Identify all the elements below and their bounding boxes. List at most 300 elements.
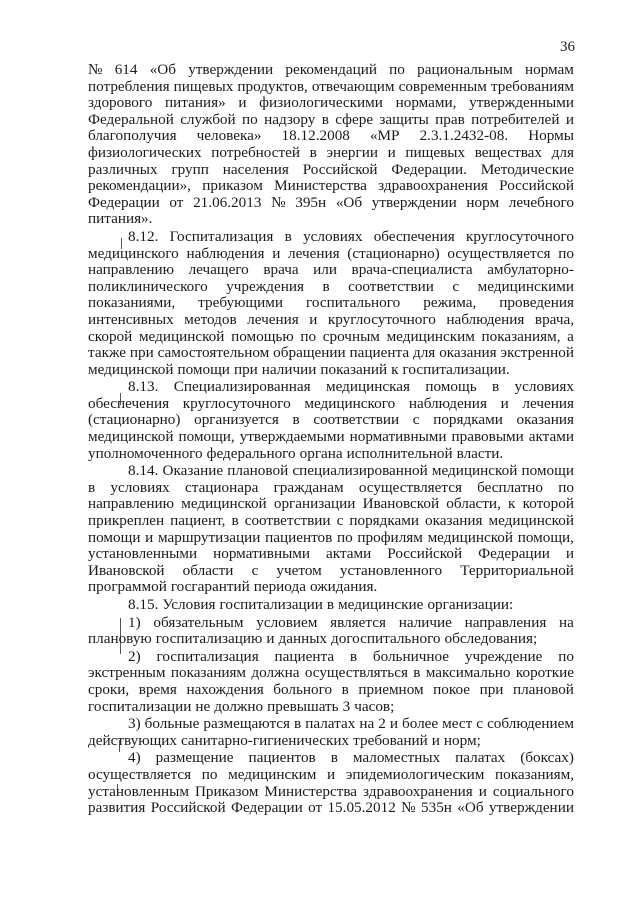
word: по bbox=[558, 244, 574, 262]
word: Приказом bbox=[194, 782, 259, 800]
word: к bbox=[391, 360, 399, 378]
word: Ивановской bbox=[88, 561, 165, 579]
word: соответствии bbox=[348, 277, 434, 295]
word: «Об bbox=[149, 61, 176, 78]
text-line bbox=[88, 716, 574, 733]
word: показаниям bbox=[170, 664, 247, 682]
word: по bbox=[242, 110, 258, 128]
word: врача-специалиста bbox=[351, 261, 473, 279]
word: органа bbox=[299, 444, 343, 462]
word: оказания bbox=[516, 411, 574, 429]
word: утверждении bbox=[488, 799, 574, 817]
word: госгарантий bbox=[170, 578, 250, 596]
word: службой bbox=[180, 110, 236, 128]
word: должно bbox=[214, 697, 264, 715]
word: помощи bbox=[177, 360, 230, 378]
word: требований bbox=[353, 731, 428, 749]
paragraph bbox=[88, 229, 574, 378]
word: 8.14. bbox=[128, 462, 159, 480]
text-line bbox=[88, 396, 574, 413]
paragraph bbox=[88, 597, 574, 614]
word: специализированной bbox=[292, 462, 428, 480]
word: 614 bbox=[114, 61, 138, 78]
word: время bbox=[138, 680, 177, 698]
word: к bbox=[508, 495, 516, 513]
word: в bbox=[294, 715, 302, 733]
word: пациента bbox=[274, 647, 335, 665]
word: направления bbox=[464, 613, 547, 631]
word: в bbox=[88, 478, 96, 496]
word: соблюдением bbox=[487, 715, 574, 733]
word: Российской bbox=[499, 177, 574, 195]
word: плановую bbox=[88, 630, 152, 648]
text-line bbox=[88, 279, 574, 296]
word: области, bbox=[446, 495, 501, 513]
text-line bbox=[88, 178, 574, 195]
word: власти. bbox=[456, 444, 504, 462]
word: максимально bbox=[425, 664, 511, 682]
word: на bbox=[359, 715, 375, 733]
word: потребностей bbox=[211, 143, 301, 161]
word: показаниями, bbox=[88, 294, 176, 312]
word: по bbox=[201, 765, 218, 783]
word: и bbox=[327, 765, 336, 783]
word: актами bbox=[528, 428, 574, 446]
word: обеспечения bbox=[88, 394, 170, 412]
word: Федерации. bbox=[391, 160, 467, 178]
word: палатах bbox=[305, 715, 356, 733]
word: амбулаторно- bbox=[487, 261, 574, 279]
word: в bbox=[413, 664, 421, 682]
word: является bbox=[330, 613, 386, 631]
word: исполнительной bbox=[346, 444, 453, 462]
text-line bbox=[88, 262, 574, 279]
word: плановой bbox=[227, 462, 289, 480]
word: оказания bbox=[425, 512, 483, 530]
word: нормам bbox=[524, 61, 574, 78]
word: догоспитального bbox=[331, 630, 441, 648]
word: благополучия bbox=[88, 127, 177, 145]
word: и bbox=[431, 731, 440, 749]
text-line bbox=[88, 246, 574, 263]
word: поликлинического bbox=[88, 277, 208, 295]
word: Оказание bbox=[162, 462, 224, 480]
text-line bbox=[88, 446, 574, 463]
word: направлению bbox=[88, 261, 175, 279]
word: соответствии bbox=[244, 512, 331, 530]
word: требующими bbox=[198, 294, 283, 312]
word: 15.05.2012 bbox=[327, 799, 396, 817]
word: Российской bbox=[150, 799, 226, 817]
word: рекомендации», bbox=[88, 177, 191, 195]
word: а bbox=[567, 327, 574, 345]
word: Методические bbox=[480, 160, 574, 178]
page-number: 36 bbox=[560, 39, 575, 55]
word: установленного bbox=[339, 561, 443, 579]
text-line bbox=[88, 62, 574, 79]
word: 2 bbox=[378, 715, 386, 733]
word: медицинским bbox=[228, 765, 317, 783]
word: в bbox=[341, 680, 349, 698]
word: в bbox=[292, 411, 300, 429]
word: бесплатно bbox=[477, 478, 543, 496]
word: по bbox=[336, 528, 353, 546]
word: «Об bbox=[457, 799, 484, 817]
word: сроки, bbox=[88, 680, 130, 698]
text-line bbox=[88, 79, 574, 96]
text-line bbox=[88, 162, 574, 179]
word: пациентов bbox=[265, 528, 333, 546]
word: отвечающим bbox=[311, 77, 395, 95]
word: экстренной bbox=[500, 344, 574, 362]
word: физиологическими bbox=[259, 94, 383, 112]
word: нормами, bbox=[395, 94, 457, 112]
word: медицинскими bbox=[477, 277, 574, 295]
word: наличии bbox=[261, 360, 317, 378]
word: обращении bbox=[273, 344, 346, 362]
word: 18.12.2008 bbox=[281, 127, 350, 145]
word: санитарно-гигиенических bbox=[180, 731, 350, 749]
word: покое bbox=[433, 680, 471, 698]
word: Территориальной bbox=[460, 561, 574, 579]
word: медицинской bbox=[181, 495, 267, 513]
word: норм; bbox=[443, 731, 481, 749]
word: гражданам bbox=[273, 478, 344, 496]
word: маломестных bbox=[352, 749, 441, 767]
word: и bbox=[272, 244, 281, 262]
word: больничное bbox=[372, 647, 450, 665]
word: № bbox=[88, 61, 103, 78]
text-line bbox=[88, 145, 574, 162]
word: лечебного bbox=[508, 193, 574, 211]
text-line bbox=[88, 312, 574, 329]
text-line bbox=[88, 750, 574, 767]
word: организации: bbox=[427, 596, 514, 613]
word: 2) bbox=[128, 647, 141, 665]
word: лечения bbox=[522, 394, 574, 412]
paragraph bbox=[88, 379, 574, 462]
word: организуется bbox=[194, 411, 279, 429]
word: порядками bbox=[349, 512, 419, 530]
word: показаний bbox=[320, 360, 388, 378]
text-line bbox=[88, 665, 574, 682]
word: порядками bbox=[433, 411, 503, 429]
text-line bbox=[88, 579, 574, 596]
word: плановой bbox=[512, 680, 574, 698]
word: медицинской bbox=[488, 512, 574, 530]
text-line bbox=[88, 699, 574, 716]
word: мест bbox=[442, 715, 473, 733]
word: обязательным bbox=[153, 613, 244, 631]
word: Федерации bbox=[88, 193, 160, 211]
word: № bbox=[271, 193, 286, 211]
word: с bbox=[412, 411, 420, 429]
word: которой bbox=[522, 495, 574, 513]
word: по bbox=[558, 478, 574, 496]
word: защиты bbox=[379, 110, 429, 128]
word: госпитализации bbox=[219, 596, 323, 613]
text-line bbox=[88, 412, 574, 429]
word: 8.13. bbox=[128, 378, 159, 396]
word: ожидания. bbox=[309, 578, 378, 596]
word: осуществляться bbox=[304, 664, 408, 682]
word: лечащего bbox=[188, 261, 249, 279]
text-line bbox=[88, 295, 574, 312]
word: и bbox=[145, 528, 154, 546]
word: федерального bbox=[206, 444, 296, 462]
word: обеспечения bbox=[373, 227, 455, 245]
word: (боксах) bbox=[520, 749, 574, 767]
word: рекомендаций bbox=[285, 61, 377, 78]
word: нормативными bbox=[349, 428, 447, 446]
word: также bbox=[88, 344, 126, 362]
word: надзору bbox=[264, 110, 316, 128]
text-line bbox=[88, 229, 574, 246]
word: различных bbox=[88, 160, 158, 178]
word: и bbox=[478, 782, 487, 800]
word: помощь bbox=[425, 378, 477, 396]
word: 395н bbox=[295, 193, 327, 211]
word: развития bbox=[88, 799, 146, 817]
text-line bbox=[88, 480, 574, 497]
word: экстренным bbox=[88, 664, 166, 682]
word: соответствии bbox=[313, 411, 400, 429]
word: круглосуточного bbox=[327, 310, 436, 328]
word: прав bbox=[435, 110, 465, 128]
word: осуществляется bbox=[447, 244, 551, 262]
word: госпитализации bbox=[88, 697, 192, 715]
paragraph bbox=[88, 615, 574, 648]
word: методов bbox=[184, 310, 237, 328]
word: эпидемиологическим bbox=[345, 765, 485, 783]
word: и bbox=[565, 545, 574, 563]
text-line bbox=[88, 682, 574, 699]
text-line bbox=[88, 463, 574, 480]
word: больные bbox=[144, 715, 200, 733]
word: 4) bbox=[128, 749, 141, 767]
word: утверждении bbox=[188, 61, 274, 78]
word: рациональным bbox=[417, 61, 513, 78]
word: не bbox=[195, 697, 211, 715]
word: медицинской bbox=[138, 327, 225, 345]
text-line bbox=[88, 95, 574, 112]
word: наблюдения bbox=[408, 394, 487, 412]
word: наблюдения bbox=[446, 310, 525, 328]
text-line bbox=[88, 597, 574, 614]
word: Российской bbox=[302, 160, 378, 178]
word: осуществляется bbox=[358, 478, 462, 496]
word: короткие bbox=[515, 664, 574, 682]
word: (стационарно) bbox=[347, 244, 440, 262]
word: круглосуточного bbox=[182, 394, 291, 412]
word: здравоохранения bbox=[378, 177, 488, 195]
word: социального bbox=[492, 782, 574, 800]
word: показаниям, bbox=[481, 327, 561, 345]
text-line bbox=[88, 563, 574, 580]
word: врача bbox=[263, 261, 299, 279]
word: в bbox=[326, 596, 335, 613]
text-line bbox=[88, 195, 574, 212]
text-line bbox=[88, 329, 574, 346]
word: самостоятельном bbox=[157, 344, 270, 362]
word: с bbox=[336, 512, 344, 530]
word: помощью bbox=[231, 327, 294, 345]
word: 2.3.1.2432-08. bbox=[419, 127, 509, 145]
word: 1) bbox=[128, 613, 141, 631]
word: программой bbox=[88, 578, 167, 596]
paragraph bbox=[88, 716, 574, 749]
word: пищевых bbox=[173, 77, 234, 95]
word: 21.06.2013 bbox=[193, 193, 262, 211]
text-line bbox=[88, 496, 574, 513]
word: для bbox=[551, 143, 574, 161]
word: учреждения bbox=[226, 277, 304, 295]
word: медицинским bbox=[386, 327, 475, 345]
paragraph bbox=[88, 463, 574, 596]
word: помощи, bbox=[517, 528, 574, 546]
word: госпитализации. bbox=[402, 360, 510, 378]
word: с bbox=[452, 277, 460, 295]
text-line bbox=[88, 631, 574, 648]
paragraph bbox=[88, 750, 574, 816]
word: и bbox=[238, 94, 247, 112]
word: питания» bbox=[165, 94, 226, 112]
word: помощи bbox=[88, 528, 141, 546]
word: организации bbox=[273, 495, 356, 513]
word: Федеральной bbox=[88, 110, 174, 128]
word: в bbox=[492, 378, 500, 396]
word: в bbox=[321, 110, 329, 128]
word: осуществляется bbox=[88, 765, 192, 783]
word: от bbox=[169, 193, 184, 211]
word: часов; bbox=[354, 697, 395, 715]
word: пациента bbox=[349, 344, 410, 362]
word: наблюдения bbox=[186, 244, 265, 262]
word: современным bbox=[398, 77, 487, 95]
document-body bbox=[88, 62, 574, 818]
word: размещаются bbox=[203, 715, 290, 733]
word: веществах bbox=[474, 143, 543, 161]
word: 8.15. bbox=[128, 596, 159, 613]
word: в bbox=[231, 512, 239, 530]
word: больного bbox=[273, 680, 333, 698]
word: лечения bbox=[247, 310, 299, 328]
word: области bbox=[182, 561, 234, 579]
text-line bbox=[88, 345, 574, 362]
word: интенсивных bbox=[88, 310, 174, 328]
word: и bbox=[389, 715, 398, 733]
word: круглосуточного bbox=[466, 227, 574, 245]
text-line bbox=[88, 362, 574, 379]
text-line bbox=[88, 112, 574, 129]
word: превышать bbox=[267, 697, 339, 715]
word: режима, bbox=[423, 294, 477, 312]
word: по bbox=[300, 327, 317, 345]
word: нормативными bbox=[213, 545, 311, 563]
word: более bbox=[401, 715, 439, 733]
word: помощи, bbox=[178, 428, 235, 446]
word: от bbox=[308, 799, 323, 817]
word: нахождения bbox=[186, 680, 264, 698]
text-line bbox=[88, 211, 574, 228]
word: в bbox=[322, 277, 330, 295]
word: Ивановской bbox=[362, 495, 440, 513]
word: проведения bbox=[499, 294, 574, 312]
word: медицинские bbox=[338, 596, 424, 613]
word: медицинской bbox=[431, 462, 518, 480]
word: «Об bbox=[335, 193, 363, 211]
word: и bbox=[500, 394, 509, 412]
word: скорой bbox=[88, 327, 133, 345]
word: врача, bbox=[534, 310, 574, 328]
word: условиях bbox=[514, 378, 574, 396]
word: учетом bbox=[276, 561, 322, 579]
word: наличие bbox=[398, 613, 452, 631]
text-line bbox=[88, 546, 574, 563]
word: требованиям bbox=[490, 77, 574, 95]
word: (стационарно) bbox=[88, 411, 181, 429]
word: в bbox=[330, 749, 338, 767]
text-line bbox=[88, 530, 574, 547]
paragraph bbox=[88, 649, 574, 715]
word: палатах bbox=[455, 749, 506, 767]
word: приказом bbox=[202, 177, 263, 195]
word: здравоохранения bbox=[363, 782, 473, 800]
word: питания». bbox=[88, 210, 153, 228]
word: 8.12. bbox=[128, 227, 159, 245]
word: физиологических bbox=[88, 143, 202, 161]
text-line bbox=[88, 767, 574, 784]
word: или bbox=[313, 261, 337, 279]
word: и bbox=[309, 310, 318, 328]
text-line bbox=[88, 615, 574, 632]
word: Российской bbox=[387, 545, 463, 563]
word: медицинского bbox=[304, 394, 396, 412]
word: уполномоченного bbox=[88, 444, 203, 462]
word: условиях bbox=[303, 227, 363, 245]
word: Условия bbox=[162, 596, 216, 613]
paragraph bbox=[88, 62, 574, 228]
word: с bbox=[251, 561, 259, 579]
word: размещение bbox=[155, 749, 234, 767]
word: условиях bbox=[110, 478, 170, 496]
word: маршрутизации bbox=[157, 528, 261, 546]
word: № bbox=[401, 799, 416, 817]
word: с bbox=[476, 715, 484, 733]
word: «МР bbox=[369, 127, 400, 145]
word: медицинская bbox=[325, 378, 410, 396]
text-line bbox=[88, 128, 574, 145]
word: утверждении bbox=[371, 193, 457, 211]
word: Специализированная bbox=[173, 378, 311, 396]
word: потребления bbox=[88, 77, 170, 95]
word: групп bbox=[171, 160, 209, 178]
word: по bbox=[558, 647, 574, 665]
word: в bbox=[309, 143, 317, 161]
word: действующих bbox=[88, 731, 177, 749]
word: норм bbox=[466, 193, 500, 211]
word: в bbox=[349, 647, 358, 665]
word: периода bbox=[253, 578, 306, 596]
word: здорового bbox=[88, 94, 153, 112]
word: Федерации bbox=[230, 799, 303, 817]
word: приемном bbox=[358, 680, 424, 698]
word: условием bbox=[256, 613, 318, 631]
word: медицинского bbox=[88, 244, 179, 262]
text-line bbox=[88, 513, 574, 530]
word: показаниям, bbox=[494, 765, 574, 783]
word: утверждаемыми bbox=[239, 428, 345, 446]
